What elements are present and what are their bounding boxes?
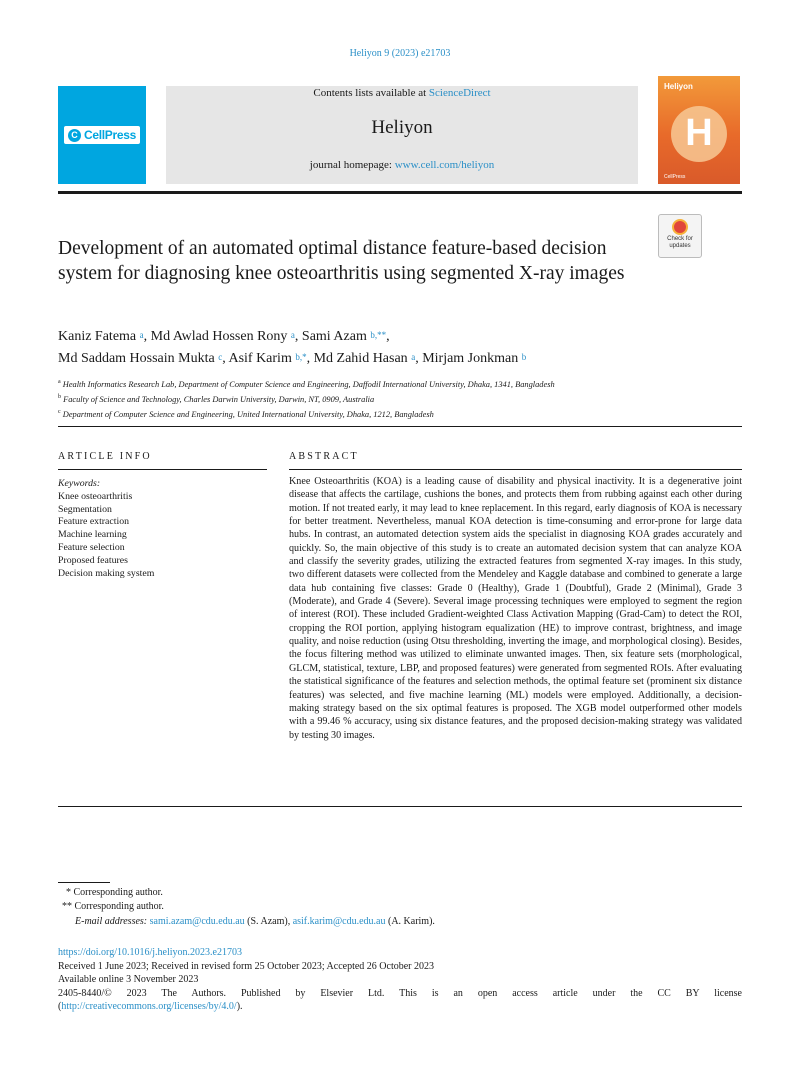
abstract-text: Knee Osteoarthritis (KOA) is a leading cause of disability and physical inactivity. It is a degenerative joint disease that affects the cartilage, cushions the bones, and protects them from rubbing against each other during motion. If not treated early, it may lead to knee replacement. In this regard, early diagnosis of KOA is necessary for better treatment. Nevertheless, manual KOA detection is time-consuming and error-prone for large data hubs. In contrast, an automated detection system aids the specialist in diagnosing KOA grades accurately and quickly. So, the main objective of this study is to create an automated decision system that can analyze KOA and classify the severity grades, utilizing the extracted features from segmented X-ray images. In this study, two different datasets were collected from the Mendeley and Kaggle database and combined to generate a large data hub containing five classes: Grade 0 (Healthy), Grade 1 (Doubtful), Grade 2 (Minimal), Grade 3 (Moderate), and Grade 4 (Severe). Several image processing techniques were employed to segment the region of interest (ROI). These included Gradient-weighted Class Activation Mapping (Grad-Cam) to detect the ROI, cropping the ROI portion, applying histogram equalization (HE) to improve contrast, brightness, and image quality, and noise reduction (using Otsu thresholding, inverting the image, and morphological closing). Besides, the focus filtering method was utilized to eliminate unwanted images. Then, six feature sets (morphological, GLCM, statistical, texture, LBP, and proposed features) were generated from segmented ROIs. After evaluating the statistical significance of the features and selection methods, the optimal feature set (prominent six distance features) was selected, and five machine learning (ML) models were employed. Additionally, a decision-making strategy based on the six optimal features is proposed. The XGB model outperformed other models with a 99.46 % accuracy, using six distance features, and the proposed decision-making strategy was validated by testing 30 images. <box>289 476 742 741</box>
author-affiliation-mark[interactable]: b,* <box>295 352 307 362</box>
email-addresses: E-mail addresses: sami.azam@cdu.edu.au (S. Azam), asif.karim@cdu.edu.au (A. Karim). <box>75 915 435 927</box>
keyword: Knee osteoarthritis <box>58 490 133 502</box>
keyword: Proposed features <box>58 554 128 566</box>
abstract-heading: ABSTRACT <box>289 451 359 462</box>
affiliation: $^b$ Faculty of Science and Technology, Charles Darwin University, Darwin, NT, 0909, Australia <box>58 393 375 404</box>
publisher-logo[interactable]: C CellPress <box>58 86 146 184</box>
author-affiliation-mark[interactable]: b,** <box>370 330 387 340</box>
doi-link[interactable]: https://doi.org/10.1016/j.heliyon.2023.e21703 <box>58 947 242 958</box>
author-list: Kaniz Fatema $^a$, Md Awlad Hossen Rony $^a$, Sami Azam $^{b,**}$, Md Saddam Hossain Mukta $^c$, Asif Karim $^{b,*}$, Md Zahid Hasan $^a$, Mirjam Jonkman $^b$ <box>58 329 527 366</box>
journal-banner <box>166 86 638 184</box>
author[interactable]: Asif Karim <box>228 351 292 366</box>
affiliations <box>58 376 738 420</box>
article-info-divider <box>58 469 267 470</box>
online-date: Available online 3 November 2023 <box>58 974 199 986</box>
keyword: Feature selection <box>58 541 125 553</box>
article-info-heading: ARTICLE INFO <box>58 451 152 462</box>
cover-letter: H <box>685 112 713 154</box>
keyword: Machine learning <box>58 529 127 541</box>
affiliation: $^a$ Health Informatics Research Lab, Department of Computer Science and Engineering, Daffodil International University, Dhaka, 1341, Bangladesh <box>58 379 555 389</box>
sciencedirect-link[interactable]: ScienceDirect <box>428 87 491 99</box>
corresponding-author-note: * Corresponding author. <box>66 887 163 898</box>
header-divider <box>58 191 742 194</box>
footnote-divider <box>58 882 110 883</box>
author-affiliation-mark[interactable]: a <box>139 330 144 340</box>
keywords-label: Keywords: <box>58 478 101 489</box>
keywords-list <box>58 478 267 580</box>
keyword: Segmentation <box>58 503 112 515</box>
journal-reference[interactable]: Heliyon 9 (2023) e21703 <box>349 48 451 59</box>
homepage-line: journal homepage: www.cell.com/heliyon <box>309 159 495 171</box>
abstract-end-divider <box>58 806 742 807</box>
abstract-divider <box>289 469 742 470</box>
contents-line: Contents lists available at ScienceDirect <box>313 87 491 99</box>
author-affiliation-mark[interactable]: b <box>521 352 527 362</box>
keyword: Decision making system <box>58 567 155 579</box>
cover-footer: CellPress <box>664 174 686 180</box>
author[interactable]: Md Awlad Hossen Rony <box>150 329 288 344</box>
email-link[interactable]: asif.karim@cdu.edu.au <box>292 915 386 927</box>
license-url-line: (http://creativecommons.org/licenses/by/4.0/). <box>58 1001 243 1013</box>
journal-cover[interactable] <box>658 76 740 184</box>
footnotes <box>58 886 738 929</box>
author-affiliation-mark[interactable]: a <box>290 330 295 340</box>
journal-name: Heliyon <box>371 117 433 138</box>
cover-title: Heliyon <box>664 82 693 91</box>
email-link[interactable]: sami.azam@cdu.edu.au <box>149 915 245 927</box>
keyword: Feature extraction <box>58 516 129 528</box>
cellpress-icon: C <box>68 129 81 142</box>
homepage-link[interactable]: www.cell.com/heliyon <box>394 159 495 171</box>
journal-header <box>58 76 740 186</box>
corresponding-author-note: ** Corresponding author. <box>62 901 164 913</box>
license-link[interactable]: http://creativecommons.org/licenses/by/4.0/ <box>61 1001 237 1013</box>
author-affiliation-mark[interactable]: c <box>218 352 223 362</box>
received-dates: Received 1 June 2023; Received in revised form 25 October 2023; Accepted 26 October 2023 <box>58 960 435 972</box>
affiliation: $^c$ Department of Computer Science and Engineering, United International University, Dhaka, 1212, Bangladesh <box>58 408 434 419</box>
bookmark-icon <box>672 219 688 235</box>
section-divider <box>58 426 742 427</box>
author-affiliation-mark[interactable]: a <box>411 352 416 362</box>
author[interactable]: Md Zahid Hasan <box>313 351 408 366</box>
publication-info <box>58 946 742 1014</box>
author[interactable]: Kaniz Fatema <box>58 329 137 344</box>
check-for-updates-button[interactable]: Check for updates <box>658 214 702 258</box>
author[interactable]: Mirjam Jonkman <box>422 351 519 366</box>
article-title: Development of an automated optimal distance feature-based decision system for diagnosing knee osteoarthritis using segmented X-ray images <box>58 238 625 284</box>
license-statement: 2405-8440/© 2023 The Authors. Published by Elsevier Ltd. This is an open access article under the CC BY license <box>58 987 742 999</box>
author[interactable]: Sami Azam <box>301 329 367 344</box>
author[interactable]: Md Saddam Hossain Mukta <box>58 351 215 366</box>
